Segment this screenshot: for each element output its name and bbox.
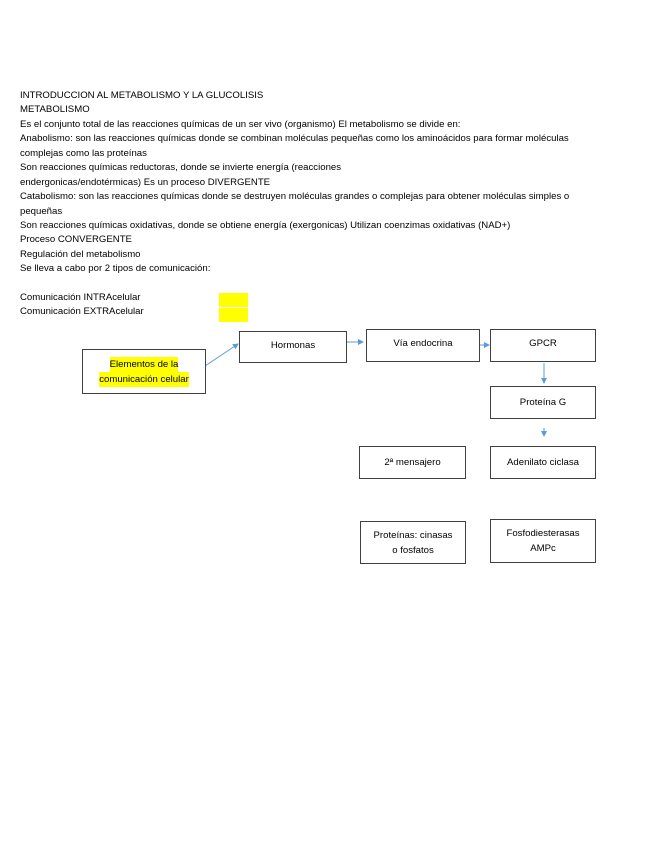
box-label: Proteína G xyxy=(519,397,567,408)
box-label: 2ª mensajero xyxy=(384,457,441,468)
text-line: Catabolismo: son las reacciones químicas donde se destruyen moléculas grandes o complejas para obtener moléculas simples o xyxy=(20,191,570,202)
text-line: endergonicas/endotérmicas) Es un proceso DIVERGENTE xyxy=(20,177,271,188)
section-heading: METABOLISMO xyxy=(20,104,90,115)
box-label: comunicación celular xyxy=(99,373,189,385)
box-gpcr xyxy=(490,329,596,362)
text-line: Son reacciones químicas oxidativas, donde se obtiene energía (exergonicas) Utilizan coenzimas oxidativas (NAD+) xyxy=(20,220,511,231)
text-line: Se lleva a cabo por 2 tipos de comunicación: xyxy=(20,263,211,274)
box-adenilato-ciclasa xyxy=(490,446,596,479)
doc-title: INTRODUCCION AL METABOLISMO Y LA GLUCOLISIS xyxy=(20,90,264,101)
box-label: Fosfodiesterasas xyxy=(506,528,580,539)
box-label: o fosfatos xyxy=(392,544,434,556)
arrow-elementos-hormonas xyxy=(205,344,238,366)
text-line: Es el conjunto total de las reacciones químicas de un ser vivo (organismo) El metabolismo se divide en: xyxy=(20,119,461,130)
box-segundo-mensajero xyxy=(359,446,466,479)
box-label: Adenilato ciclasa xyxy=(507,457,579,468)
box-elementos-comunicacion xyxy=(82,349,206,394)
box-label: Elementos de la xyxy=(109,358,179,370)
text-line: complejas como las proteínas xyxy=(20,148,147,159)
box-label: Vía endocrina xyxy=(393,338,453,349)
box-label: GPCR xyxy=(529,338,557,349)
text-line: Anabolismo: son las reacciones químicas donde se combinan moléculas pequeñas como los aminoácidos para formar moléculas xyxy=(20,133,569,144)
text-line: pequeñas xyxy=(20,206,63,217)
box-fosfodiesterasas xyxy=(490,519,596,563)
box-label: Hormonas xyxy=(270,340,316,351)
text-line: Son reacciones químicas reductoras, donde se invierte energía (reacciones xyxy=(20,162,342,173)
box-proteinas-cinasas xyxy=(360,521,466,564)
box-via-endocrina xyxy=(366,329,480,362)
box-proteina-g xyxy=(490,386,596,419)
box-label: Proteínas: cinasas xyxy=(373,529,453,541)
box-hormonas xyxy=(239,331,347,363)
text-line: Proceso CONVERGENTE xyxy=(20,234,132,245)
box-label: AMPc xyxy=(530,543,556,554)
text-line: Comunicación INTRAcelular xyxy=(20,292,141,303)
text-line: Regulación del metabolismo xyxy=(20,249,141,260)
text-line: Comunicación EXTRAcelular xyxy=(20,306,144,317)
